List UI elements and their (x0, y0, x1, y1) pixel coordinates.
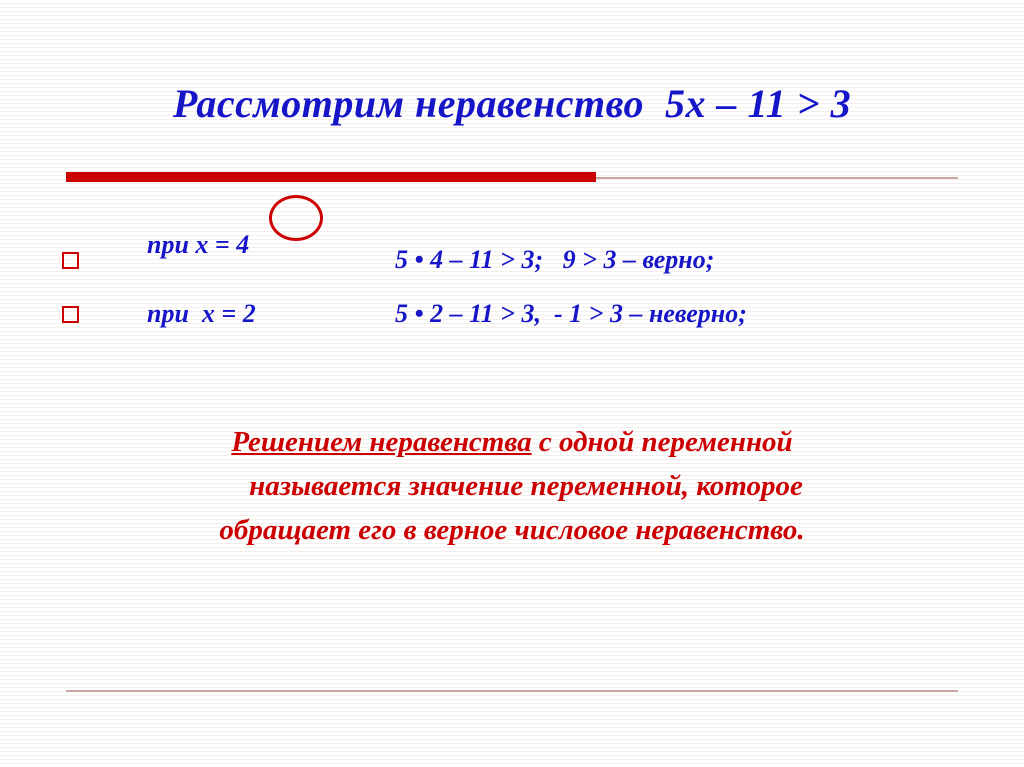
title-accent-bar (66, 172, 596, 182)
bullet-evaluation: 5 • 4 – 11 > 3; 9 > 3 – верно; (395, 245, 715, 274)
bullet-condition-text: при х = 4 (147, 230, 250, 259)
definition-line-2: называется значение переменной, которое (249, 470, 803, 502)
square-bullet-icon (62, 252, 79, 269)
bullet-condition (95, 269, 395, 359)
definition-line-1 (0, 420, 1024, 464)
bullet-condition-text: при х = 2 (147, 299, 256, 328)
bullet-evaluation: 5 • 2 – 11 > 3, - 1 > 3 – неверно; (395, 299, 747, 328)
page-title: Рассмотрим неравенство 5х – 11 > 3 (172, 81, 852, 126)
square-bullet-icon (62, 306, 79, 323)
definition-line-1-rest: с одной переменной (531, 426, 793, 458)
definition-block (0, 420, 1024, 552)
list-item (62, 292, 982, 336)
red-circle-highlight-icon (269, 195, 323, 241)
definition-term: Решением неравенства (231, 426, 532, 458)
bullet-list (62, 230, 982, 336)
footer-divider-line (66, 690, 958, 692)
definition-line-3: обращает его в верное числовое неравенство. (219, 514, 805, 546)
